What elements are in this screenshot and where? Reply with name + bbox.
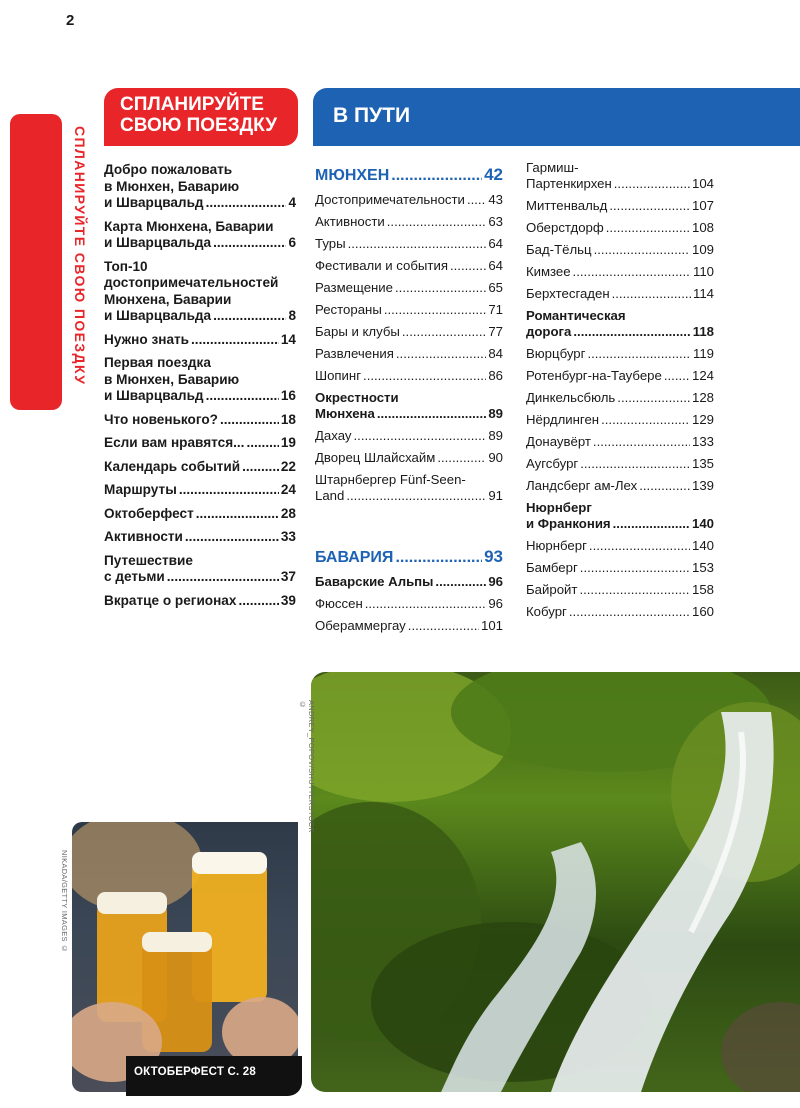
entry-label: Аугсбург [526,456,579,471]
entry-label: Активности [104,529,183,544]
entry-line: дорога [526,324,572,339]
toc-entry[interactable] [104,506,296,523]
page-ref: 89 [488,406,503,421]
entry-label: Донаувёрт [526,434,591,449]
entry-line: Штарнбергер Fünf-Seen- [315,472,466,487]
page-ref: 22 [280,458,296,474]
leader-dots [606,220,690,236]
leader-dots [220,412,279,429]
page-ref: 129 [691,412,714,427]
entry-label: Туры [315,236,346,251]
toc-entry[interactable] [526,412,714,428]
toc-entry[interactable] [104,482,296,499]
page-ref: 43 [488,192,503,207]
entry-last-line [104,412,296,429]
toc-entry[interactable] [315,214,503,230]
leader-dots [612,286,691,302]
toc-entry[interactable] [526,242,714,258]
page-ref: 160 [691,604,714,619]
page-ref: 114 [692,286,714,301]
plan-header-line2: СВОЮ ПОЕЗДКУ [120,115,278,136]
entry-label: Кимзее [526,264,571,279]
photo-caption: ОКТОБЕРФЕСТ С. 28 [126,1056,302,1096]
leader-dots [435,574,486,590]
toc-entry-starnberg[interactable] [315,472,503,504]
side-tab-text: СПЛАНИРУЙТЕ СВОЮ ПОЕЗДКУ [72,126,88,386]
plan-trip-header [104,88,298,146]
leader-dots [402,324,486,340]
entry-label: Рестораны [315,302,382,317]
entry-last-line [104,529,296,546]
page-ref: 14 [280,331,296,347]
leader-dots [348,236,487,252]
page-ref: 140 [691,516,714,531]
toc-entry[interactable] [104,219,296,252]
page-ref: 64 [488,236,503,251]
entry-label: с детьми [104,569,165,584]
entry-line: и Франкония [526,516,611,531]
toc-entry[interactable] [315,280,503,296]
entry-label: Байройт [526,582,578,597]
entry-last-line [104,435,296,452]
page-ref: 77 [488,324,503,339]
entry-label: Маршруты [104,482,177,497]
toc-entry-romantic-road[interactable] [526,308,714,340]
waterfall-photo [311,672,800,1092]
toc-entry[interactable] [315,596,503,612]
entry-label: Фюссен [315,596,363,611]
leader-dots [365,596,487,612]
toc-entry[interactable] [315,618,503,634]
entry-line: достопримечательностей [104,275,279,290]
page-ref: 19 [280,435,296,450]
page-ref: 71 [488,302,503,317]
leader-dots [395,280,486,296]
leader-dots [167,569,279,586]
toc-entry[interactable] [526,582,714,598]
leader-dots [408,618,479,634]
entry-line: Топ-10 [104,258,148,274]
leader-dots [363,368,486,384]
leader-dots [246,435,278,452]
entry-label: Нёрдлинген [526,412,600,427]
entry-label: Кобург [526,604,567,619]
entry-label: Октоберфест [104,505,194,521]
page-ref: 84 [488,346,503,361]
entry-label: Дворец Шлайсхайм [315,450,436,465]
leader-dots [579,582,690,598]
leader-dots [609,198,690,214]
entry-label: Размещение [315,280,394,295]
leader-dots [664,368,690,384]
entry-last-line [104,569,296,586]
toc-entry[interactable] [104,553,296,586]
entry-label: Достопримечательности [315,192,465,207]
toc-entry[interactable] [526,390,714,406]
entry-line: в Мюнхен, Баварию [104,371,240,387]
entry-last-line [104,388,296,405]
page-ref: 158 [691,582,714,597]
entry-label: Ротенбург-на-Таубере [526,368,662,383]
page-ref: 139 [691,478,714,493]
leader-dots [196,506,279,523]
toc-entry[interactable] [315,368,503,384]
page-ref: 110 [692,264,714,279]
toc-right-column [526,160,714,626]
leader-dots [601,412,690,428]
toc-entry[interactable] [315,346,503,362]
leader-dots [384,302,487,318]
entry-last-line [104,593,296,610]
page-ref: 119 [692,346,714,361]
entry-label: Баварские Альпы [315,574,434,589]
leader-dots [185,529,279,546]
toc-entry[interactable] [526,456,714,472]
leader-dots [450,258,486,274]
plan-header-line1: СПЛАНИРУЙТЕ [120,94,264,115]
toc-entry[interactable] [315,302,503,318]
entry-label: Что новенького? [104,411,218,427]
page-ref: 133 [691,434,714,449]
side-tab [10,114,62,410]
entry-label: Дахау [315,428,352,443]
leader-dots [213,235,286,252]
plan-trip-toc [104,162,296,616]
toc-entry[interactable] [104,162,296,212]
entry-label: Динкельсбюль [526,390,616,405]
leader-dots [206,195,287,212]
entry-last-line [104,308,296,325]
leader-dots [377,406,486,422]
entry-label: Развлечения [315,346,394,361]
page-ref: 124 [691,368,714,383]
toc-entry[interactable] [315,258,503,274]
entry-label: Вкратце о регионах [104,592,237,608]
entry-label: Оберстдорф [526,220,604,235]
leader-dots [593,434,690,450]
section-title: МЮНХЕН [315,167,390,184]
leader-dots [179,482,279,499]
toc-entry[interactable] [526,220,714,236]
entry-last-line [104,195,296,212]
page-number: 2 [66,12,75,29]
page-ref: 65 [488,280,503,295]
entry-label: и Шварцвальд [104,388,204,403]
page-ref: 37 [280,569,296,584]
toc-entry[interactable] [104,259,296,325]
entry-label: Бамберг [526,560,578,575]
toc-section-munich[interactable] [315,166,503,185]
oktoberfest-beer-photo [72,822,298,1092]
entry-line: Land [315,488,345,503]
page-ref: 42 [484,165,503,184]
leader-dots [573,264,691,280]
entry-line: Окрестности [315,390,399,405]
page-ref: 93 [484,547,503,566]
page-ref: 96 [488,596,503,611]
leader-dots [206,388,279,405]
page-ref: 90 [488,450,503,465]
leader-dots [613,516,690,532]
leader-dots [396,346,486,362]
toc-entry[interactable] [104,529,296,546]
page-ref: 24 [280,482,296,497]
leader-dots [238,593,278,610]
leader-dots [573,324,690,340]
entry-last-line [104,459,296,476]
leader-dots [589,538,690,554]
leader-dots [346,488,486,504]
page-ref: 39 [280,592,296,608]
entry-label: и Шварцвальда [104,235,212,250]
entry-label: Шопинг [315,368,362,383]
entry-label: Берхтесгаден [526,286,610,301]
toc-section-bavaria[interactable] [315,548,503,567]
leader-dots [354,428,487,444]
toc-entry[interactable] [104,593,296,610]
toc-entry[interactable] [315,236,503,252]
entry-label: Нужно знать [104,331,190,347]
leader-dots [242,459,279,476]
toc-entry[interactable] [526,368,714,384]
page-ref: 16 [280,388,296,403]
toc-entry[interactable] [315,324,503,340]
entry-line: Гармиш- [526,160,579,175]
entry-line: Партенкирхен [526,176,612,191]
page-ref: 153 [691,560,714,575]
entry-label: Календарь событий [104,458,241,474]
page-ref: 89 [488,428,503,443]
leader-dots [639,478,690,494]
leader-dots [580,456,690,472]
entry-label: и Шварцвальд [104,195,204,210]
toc-entry[interactable] [315,192,503,208]
page-ref: 6 [288,235,296,250]
entry-label: Миттенвальд [526,198,608,213]
page-ref: 140 [691,538,714,553]
toc-entry[interactable] [104,435,296,452]
leader-dots [213,308,286,325]
toc-middle-column [315,166,503,640]
page-ref: 86 [488,368,503,383]
entry-line: Мюнхена [315,406,375,421]
page-ref: 104 [691,176,714,191]
page-ref: 96 [488,574,503,589]
entry-label: и Шварцвальда [104,308,212,323]
entry-last-line [104,482,296,499]
leader-dots [191,332,279,349]
entry-line: Путешествие [104,552,193,568]
entry-last-line [104,506,296,523]
entry-label: Фестивали и события [315,258,448,273]
toc-entry[interactable] [104,412,296,429]
entry-line: Романтическая [526,308,626,323]
toc-entry[interactable] [315,428,503,444]
leader-dots [437,450,486,466]
toc-entry[interactable] [526,346,714,362]
page-ref: 91 [488,488,503,503]
leader-dots [467,192,486,208]
toc-entry[interactable] [526,478,714,494]
toc-entry-garmisch[interactable] [526,160,714,192]
page-ref: 108 [691,220,714,235]
entry-line: Добро пожаловать [104,162,233,177]
entry-label: Если вам нравятся... [104,435,245,450]
page-ref: 33 [280,529,296,544]
leader-dots [391,167,482,185]
entry-line: Нюрнберг [526,500,592,515]
entry-last-line [104,332,296,349]
entry-last-line [104,235,296,252]
toc-entry[interactable] [315,450,503,466]
entry-label: Ландсберг ам-Лех [526,478,638,493]
leader-dots [387,214,487,230]
entry-line: Карта Мюнхена, Баварии [104,218,274,234]
toc-entry-alps[interactable] [315,574,503,590]
entry-line: Первая поездка [104,355,211,370]
entry-label: Нюрнберг [526,538,587,553]
page-ref: 128 [691,390,714,405]
leader-dots [395,549,482,567]
toc-entry[interactable] [104,332,296,349]
toc-entry[interactable] [526,538,714,554]
page-ref: 101 [480,618,503,633]
page-ref: 107 [691,198,714,213]
page-ref: 63 [488,214,503,229]
page-ref: 4 [288,195,296,210]
toc-entry-nuremberg-franconia[interactable] [526,500,714,532]
toc-entry[interactable] [526,560,714,576]
leader-dots [614,176,690,192]
entry-line: в Мюнхен, Баварию [104,178,240,194]
on-the-road-header: В ПУТИ [313,88,800,146]
toc-entry[interactable] [104,459,296,476]
entry-label: Бары и клубы [315,324,400,339]
toc-entry[interactable] [104,355,296,405]
toc-entry[interactable] [526,604,714,620]
entry-label: Активности [315,214,385,229]
page-ref: 109 [691,242,714,257]
page-ref: 8 [288,308,296,323]
leader-dots [580,560,690,576]
leader-dots [617,390,690,406]
toc-entry-surroundings[interactable] [315,390,503,422]
page-ref: 135 [691,456,714,471]
leader-dots [587,346,691,362]
toc-entry[interactable] [526,264,714,280]
entry-line: Мюнхена, Баварии [104,291,232,307]
page-ref: 118 [692,324,714,339]
toc-entry[interactable] [526,286,714,302]
entry-label: Вюрцбург [526,346,586,361]
section-title: БАВАРИЯ [315,549,394,566]
toc-entry[interactable] [526,434,714,450]
entry-label: Обераммергау [315,618,406,633]
photo-credit-beer: NIKADA/GETTY IMAGES © [60,850,69,954]
entry-label: Бад-Тёльц [526,242,592,257]
page-ref: 28 [280,505,296,521]
page-ref: 18 [280,411,296,427]
leader-dots [594,242,690,258]
photo-credit-waterfall: ANDREY_POPOV/SHUTTERSTOCK © [298,700,316,833]
page-ref: 64 [488,258,503,273]
toc-entry[interactable] [526,198,714,214]
leader-dots [569,604,690,620]
